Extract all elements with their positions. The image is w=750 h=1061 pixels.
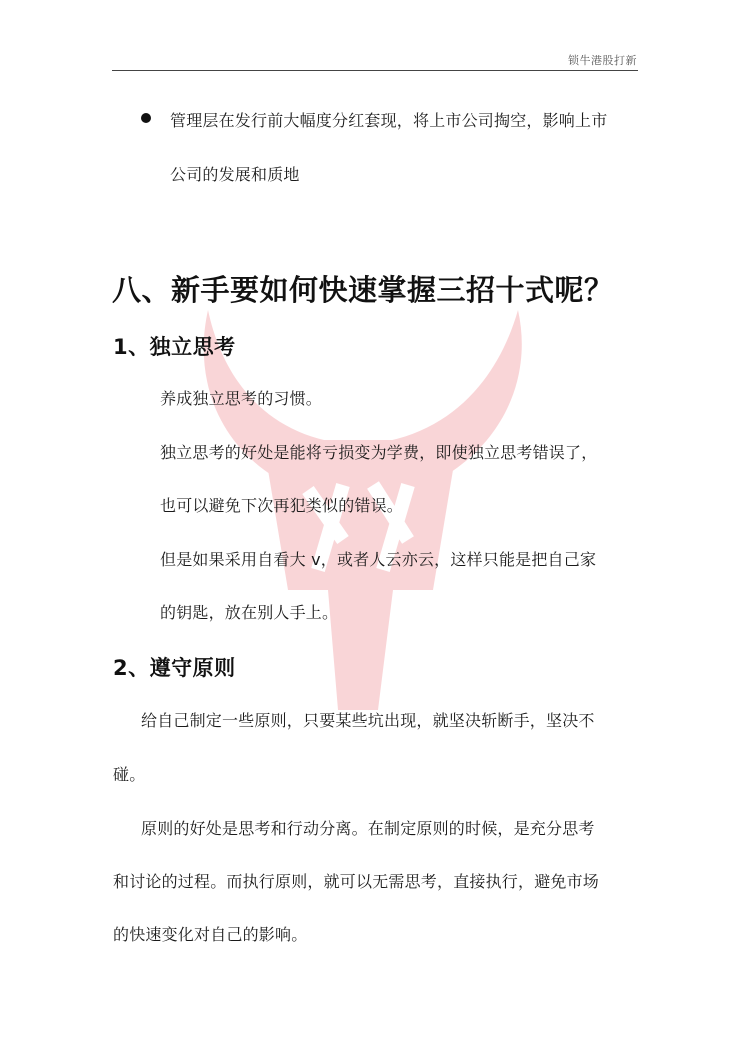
bullet-icon [141,113,151,123]
paragraph-line: 原则的好处是思考和行动分离。在制定原则的时候，是充分思考 [141,819,595,838]
paragraph-line: 的钥匙，放在别人手上。 [160,603,339,622]
paragraph-line: 也可以避免下次再犯类似的错误。 [160,496,404,515]
header-divider [112,70,638,71]
bullet-text-line2: 公司的发展和质地 [170,165,300,184]
paragraph-line: 和讨论的过程。而执行原则，就可以无需思考，直接执行，避免市场 [113,872,600,891]
subheading-follow-principles: 2、遵守原则 [113,656,236,680]
paragraph-line: 独立思考的好处是能将亏损变为学费，即使独立思考错误了， [160,443,598,462]
bullet-text-line1: 管理层在发行前大幅度分红套现，将上市公司掏空，影响上市 [170,111,608,130]
subheading-independent-thinking: 1、独立思考 [113,335,236,359]
header-brand: 锁牛港股打新 [568,54,637,67]
paragraph-line: 给自己制定一些原则，只要某些坑出现，就坚决斩断手，坚决不 [141,711,595,730]
paragraph-line: 养成独立思考的习惯。 [160,389,323,408]
paragraph-line: 但是如果采用自看大 v，或者人云亦云，这样只能是把自己家 [160,550,597,569]
paragraph-line: 碰。 [113,765,146,784]
section-heading: 八、新手要如何快速掌握三招十式呢？ [112,273,614,307]
paragraph-line: 的快速变化对自己的影响。 [113,925,308,944]
